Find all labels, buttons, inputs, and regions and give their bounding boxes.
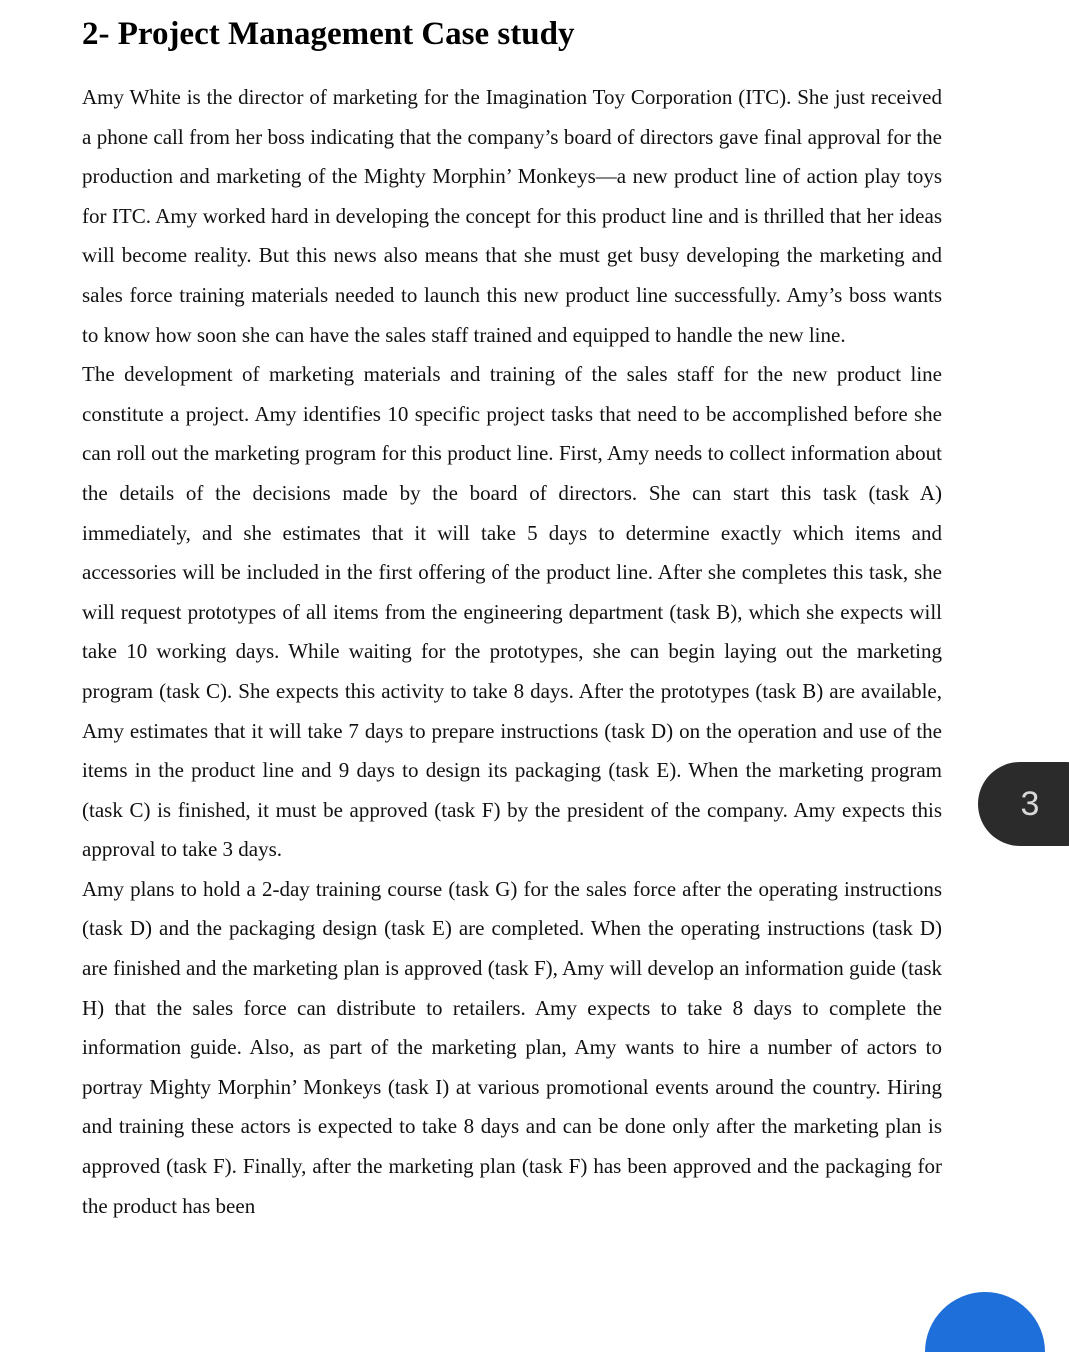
page-title: 2- Project Management Case study xyxy=(82,16,575,52)
paragraph: Amy plans to hold a 2-day training course (task G) for the sales force after the operating instructions (task D) and the packaging design (task E) are completed. When the operating instructions (task D) are finished and the marketing plan is approved (task F), Amy will develop an information guide (task H) that the sales force can distribute to retailers. Amy expects to take 8 days to complete the information guide. Also, as part of the marketing plan, Amy wants to hire a number of actors to portray Mighty Morphin’ Monkeys (task I) at various promotional events around the country. Hiring and training these actors is expected to take 8 days and can be done only after the marketing plan is approved (task F). Finally, after the marketing plan (task F) has been approved and the packaging for the product has been xyxy=(82,876,942,1218)
paragraph: Amy White is the director of marketing for the Imagination Toy Corporation (ITC). She just received a phone call from her boss indicating that the company’s board of directors gave final approval for the production and marketing of the Mighty Morphin’ Monkeys—a new product line of action play toys for ITC. Amy worked hard in developing the concept for this product line and is thrilled that her ideas will become reality. But this news also means that she must get busy developing the marketing and sales force training materials needed to launch this new product line successfully. Amy’s boss wants to know how soon she can have the sales staff trained and equipped to handle the new line. xyxy=(82,85,942,347)
paragraph: The development of marketing materials and training of the sales staff for the new product line constitute a project. Amy identifies 10 specific project tasks that need to be accomplished before she can roll out the marketing program for this product line. First, Amy needs to collect information about the details of the decisions made by the board of directors. She can start this task (task A) immediately, and she estimates that it will take 5 days to determine exactly which items and accessories will be included in the first offering of the product line. After she completes this task, she will request prototypes of all items from the engineering department (task B), which she expects will take 10 working days. While waiting for the prototypes, she can begin laying out the marketing program (task C). She expects this activity to take 8 days. After the prototypes (task B) are available, Amy estimates that it will take 7 days to prepare instructions (task D) on the operation and use of the items in the product line and 9 days to design its packaging (task E). When the marketing program (task C) is finished, it must be approved (task F) by the president of the company. Amy expects this approval to take 3 days. xyxy=(82,362,942,862)
floating-action-button[interactable] xyxy=(925,1292,1045,1352)
page-number-label: 3 xyxy=(1020,785,1040,823)
document-body xyxy=(82,78,942,1226)
page-number-badge[interactable] xyxy=(978,762,1069,846)
